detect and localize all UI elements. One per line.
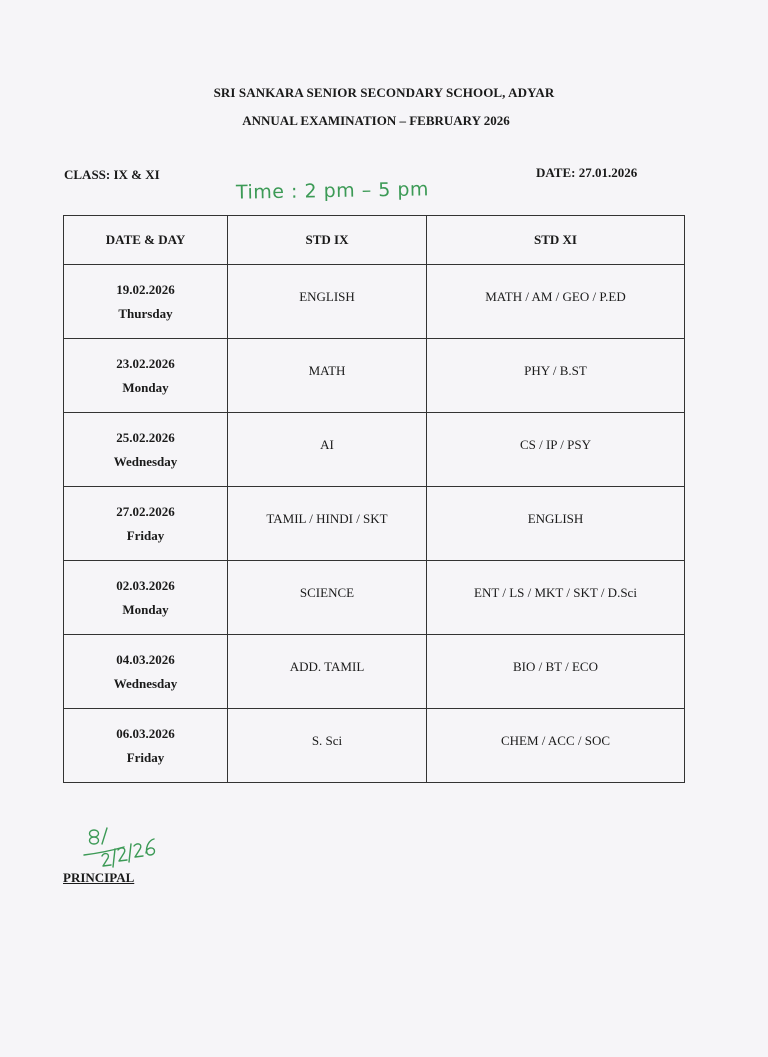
date-day-cell xyxy=(64,635,228,709)
header-std-xi: STD XI xyxy=(427,216,685,265)
std-xi-subject: CS / IP / PSY xyxy=(427,413,685,487)
exam-day: Friday xyxy=(126,527,165,543)
std-xi-subject: CHEM / ACC / SOC xyxy=(427,709,685,783)
std-ix-subject: SCIENCE xyxy=(228,561,427,635)
principal-signature xyxy=(80,822,170,872)
std-xi-subject: PHY / B.ST xyxy=(427,339,685,413)
std-ix-subject: ENGLISH xyxy=(228,265,427,339)
header-date-day: DATE & DAY xyxy=(64,216,228,265)
std-xi-subject: MATH / AM / GEO / P.ED xyxy=(427,265,685,339)
exam-day: Friday xyxy=(126,749,165,765)
date-day-cell xyxy=(64,487,228,561)
exam-day: Wednesday xyxy=(113,453,178,469)
std-xi-subject: ENT / LS / MKT / SKT / D.Sci xyxy=(427,561,685,635)
date-day-cell xyxy=(64,265,228,339)
exam-day: Thursday xyxy=(118,305,173,321)
exam-date: 06.03.2026 xyxy=(116,725,175,741)
std-ix-subject: MATH xyxy=(228,339,427,413)
table-row xyxy=(64,339,685,413)
exam-date: 23.02.2026 xyxy=(116,355,175,371)
table-row xyxy=(64,709,685,783)
exam-date: 02.03.2026 xyxy=(116,577,175,593)
std-ix-subject: TAMIL / HINDI / SKT xyxy=(228,487,427,561)
table-row xyxy=(64,265,685,339)
table-row xyxy=(64,635,685,709)
std-ix-subject: ADD. TAMIL xyxy=(228,635,427,709)
std-xi-subject: ENGLISH xyxy=(427,487,685,561)
exam-day: Wednesday xyxy=(113,675,178,691)
exam-date: 19.02.2026 xyxy=(116,281,175,297)
exam-day: Monday xyxy=(122,379,169,395)
exam-date: 25.02.2026 xyxy=(116,429,175,445)
date-day-cell xyxy=(64,561,228,635)
handwritten-time-note: Time : 2 pm – 5 pm xyxy=(235,178,430,204)
exam-title: ANNUAL EXAMINATION – FEBRUARY 2026 xyxy=(242,113,510,128)
date-day-cell xyxy=(64,413,228,487)
exam-date: 27.02.2026 xyxy=(116,503,175,519)
exam-day: Monday xyxy=(122,601,169,617)
table-header-row xyxy=(64,216,685,265)
class-label: CLASS: IX & XI xyxy=(64,167,160,182)
principal-label: PRINCIPAL xyxy=(63,870,135,885)
std-ix-subject: S. Sci xyxy=(228,709,427,783)
std-ix-subject: AI xyxy=(228,413,427,487)
school-name: SRI SANKARA SENIOR SECONDARY SCHOOL, ADYAR xyxy=(213,85,555,100)
table-row xyxy=(64,561,685,635)
date-day-cell xyxy=(64,709,228,783)
header-std-ix: STD IX xyxy=(228,216,427,265)
exam-timetable xyxy=(63,215,685,783)
exam-date: 04.03.2026 xyxy=(116,651,175,667)
table-row xyxy=(64,487,685,561)
date-label: DATE: 27.01.2026 xyxy=(536,165,638,180)
date-day-cell xyxy=(64,339,228,413)
std-xi-subject: BIO / BT / ECO xyxy=(427,635,685,709)
table-row xyxy=(64,413,685,487)
